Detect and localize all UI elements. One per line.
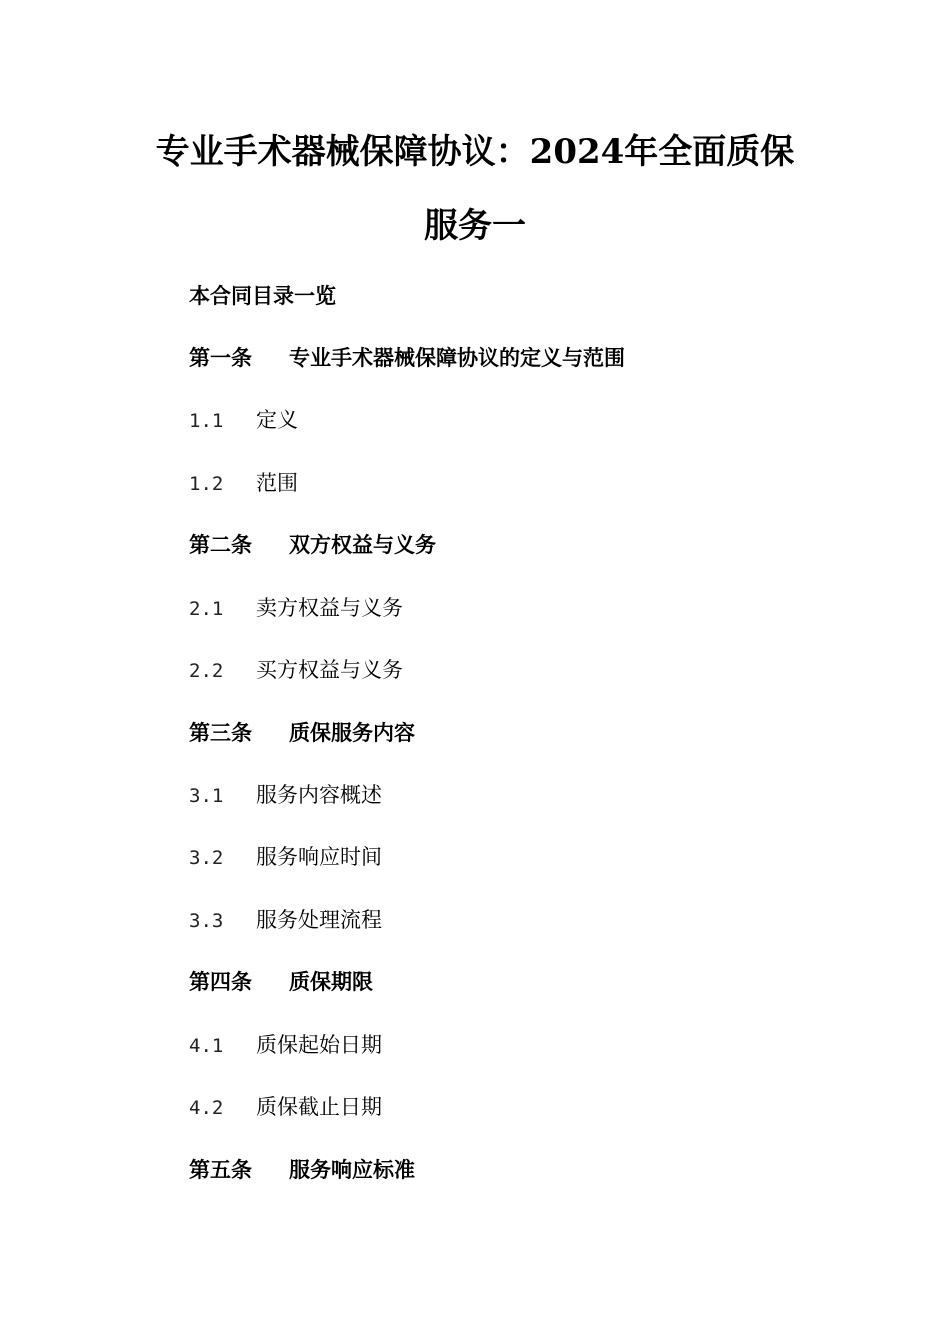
document-title-line-1: 专业手术器械保障协议：2024年全面质保 [155,132,795,172]
toc-entry-text: 质保期限 [289,969,373,994]
toc-entry-text: 服务响应标准 [289,1157,415,1182]
toc-entry-number: 3.2 [189,847,224,869]
toc-entry-article-5 [189,1155,415,1185]
toc-entry-2-1 [189,593,403,623]
toc-entry-number: 第一条 [189,345,252,370]
toc-entry-number: 1.1 [189,410,224,432]
toc-entry-number: 第二条 [189,532,252,557]
toc-entry-text: 定义 [256,408,298,432]
toc-entry-number: 3.3 [189,910,224,932]
toc-entry-number: 1.2 [189,473,224,495]
toc-entry-text: 服务内容概述 [256,783,382,807]
toc-entry-number: 3.1 [189,785,224,807]
toc-entry-1-1 [189,405,298,435]
toc-entry-3-2 [189,842,382,872]
toc-entry-article-4 [189,967,373,997]
toc-entry-number: 4.1 [189,1035,224,1057]
toc-entry-article-1 [189,343,625,373]
toc-entry-number: 第三条 [189,720,252,745]
document-title-line-2: 服务一 [424,206,526,246]
toc-entry-3-3 [189,905,382,935]
toc-heading: 本合同目录一览 [189,283,336,308]
toc-entry-2-2 [189,655,403,685]
toc-entry-number: 4.2 [189,1097,224,1119]
toc-entry-text: 服务响应时间 [256,845,382,869]
toc-entry-text: 质保服务内容 [289,720,415,745]
toc-entry-article-3 [189,718,415,748]
toc-entry-text: 双方权益与义务 [289,532,436,557]
toc-entry-text: 范围 [256,471,298,495]
toc-entry-number: 2.2 [189,660,224,682]
toc-entry-text: 质保起始日期 [256,1033,382,1057]
toc-entry-number: 2.1 [189,598,224,620]
toc-entry-number: 第五条 [189,1157,252,1182]
toc-entry-1-2 [189,468,298,498]
toc-entry-4-2 [189,1092,382,1122]
toc-entry-3-1 [189,780,382,810]
toc-entry-article-2 [189,530,436,560]
toc-entry-text: 买方权益与义务 [256,658,403,682]
toc-entry-number: 第四条 [189,969,252,994]
toc-entry-text: 专业手术器械保障协议的定义与范围 [289,345,625,370]
toc-entry-4-1 [189,1030,382,1060]
toc-entry-text: 质保截止日期 [256,1095,382,1119]
toc-entry-text: 卖方权益与义务 [256,596,403,620]
toc-entry-text: 服务处理流程 [256,908,382,932]
